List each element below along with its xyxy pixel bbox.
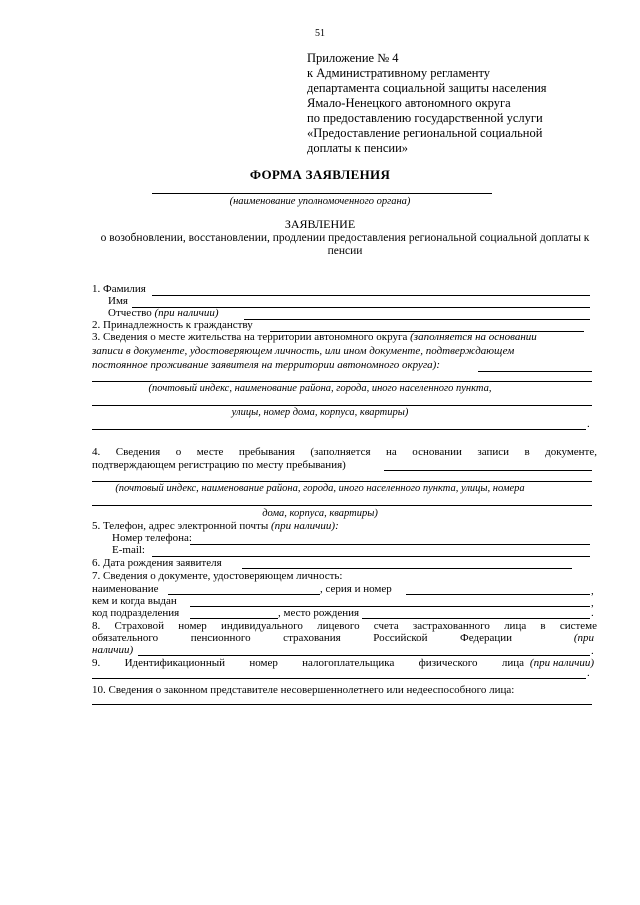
period: . [587, 418, 590, 430]
organ-underline[interactable] [152, 193, 492, 194]
stay-field[interactable] [384, 470, 592, 471]
issued-field[interactable] [190, 606, 590, 607]
birthdate-label: 6. Дата рождения заявителя [92, 557, 222, 569]
snils-label: обязательного пенсионного страхования Российской Федерации (при [92, 632, 594, 644]
contacts-label: 5. Телефон, адрес электронной почты (при наличии): [92, 520, 339, 532]
period: . [587, 667, 590, 679]
phone-field[interactable] [190, 544, 590, 545]
residence-field[interactable] [92, 429, 586, 430]
residence-note: записи в документе, удостоверяющем личность, или ином документе, подтверждающем [92, 345, 515, 357]
residence-field[interactable] [478, 371, 592, 372]
doc-series-field[interactable] [406, 594, 590, 595]
birthplace-field[interactable] [362, 618, 590, 619]
doc-series-label: , серия и номер [320, 583, 392, 595]
annex-line: к Административному регламенту [307, 66, 491, 80]
id-doc-label: 7. Сведения о документе, удостоверяющем личность: [92, 570, 343, 582]
annex-line: доплаты к пенсии» [307, 141, 409, 155]
annex-line: департамента социальной защиты населения [307, 81, 547, 95]
patronymic-field[interactable] [244, 319, 590, 320]
surname-field[interactable] [152, 295, 590, 296]
dept-code-label: код подразделения [92, 607, 180, 619]
representative-field[interactable] [92, 704, 592, 705]
annex-line: Приложение № 4 [307, 51, 399, 65]
birthdate-field[interactable] [242, 568, 572, 569]
annex-line: Ямало-Ненецкого автономного округа [307, 96, 511, 110]
comma: , [591, 597, 594, 609]
patronymic-label: Отчество (при наличии) [108, 307, 219, 319]
surname-label: 1. Фамилия [92, 283, 146, 295]
stay-label: 4. Сведения о месте пребывания (заполняется на основании записи в документе, [92, 446, 597, 458]
snils-label: 8. Страховой номер индивидуального лицевого счета застрахованного лица в системе [92, 620, 597, 632]
dept-code-field[interactable] [190, 618, 278, 619]
phone-label: Номер телефона: [112, 532, 192, 544]
citizenship-label: 2. Принадлежность к гражданству [92, 319, 253, 331]
residence-note: постоянное проживание заявителя на территории автономного округа): [92, 359, 440, 371]
period: . [591, 607, 594, 619]
inn-label: 9. Идентификационный номер налогоплательщика физического лица (при наличии) [92, 657, 594, 669]
residence-label: 3. Сведения о месте жительства на территории автономного округа (заполняется на основании [92, 331, 537, 343]
residence-caption: улицы, номер дома, корпуса, квартиры) [231, 407, 409, 418]
comma: , [591, 585, 594, 597]
period: . [591, 645, 594, 657]
doc-name-label: наименование [92, 583, 159, 595]
email-label: E-mail: [112, 544, 145, 556]
stay-field[interactable] [92, 505, 592, 506]
page-number: 51 [315, 28, 325, 39]
snils-field[interactable] [138, 655, 590, 656]
doc-name-field[interactable] [168, 594, 320, 595]
inn-field[interactable] [92, 678, 586, 679]
name-label: Имя [108, 295, 128, 307]
organ-caption: (наименование уполномоченного органа) [229, 196, 411, 207]
stay-caption: дома, корпуса, квартиры) [262, 508, 378, 519]
birthplace-label: , место рождения [278, 607, 360, 619]
annex-line: «Предоставление региональной социальной [307, 126, 543, 140]
issued-label: кем и когда выдан [92, 595, 177, 607]
document-subject: о возобновлении, восстановлении, продлении предоставления региональной социальной доплаты к пенсии [100, 232, 590, 257]
residence-caption: (почтовый индекс, наименование района, города, иного населенного пункта, [148, 383, 492, 394]
representative-label: 10. Сведения о законном представителе несовершеннолетнего или недееспособного лица: [92, 684, 515, 696]
document-heading: ЗАЯВЛЕНИЕ [284, 217, 356, 231]
form-title: ФОРМА ЗАЯВЛЕНИЯ [249, 167, 391, 182]
snils-note: наличии) [92, 644, 134, 656]
stay-label: подтверждающем регистрацию по месту пребывания) [92, 459, 346, 471]
stay-caption: (почтовый индекс, наименование района, города, иного населенного пункта, улицы, номера [115, 483, 525, 494]
annex-line: по предоставлению государственной услуги [307, 111, 543, 125]
